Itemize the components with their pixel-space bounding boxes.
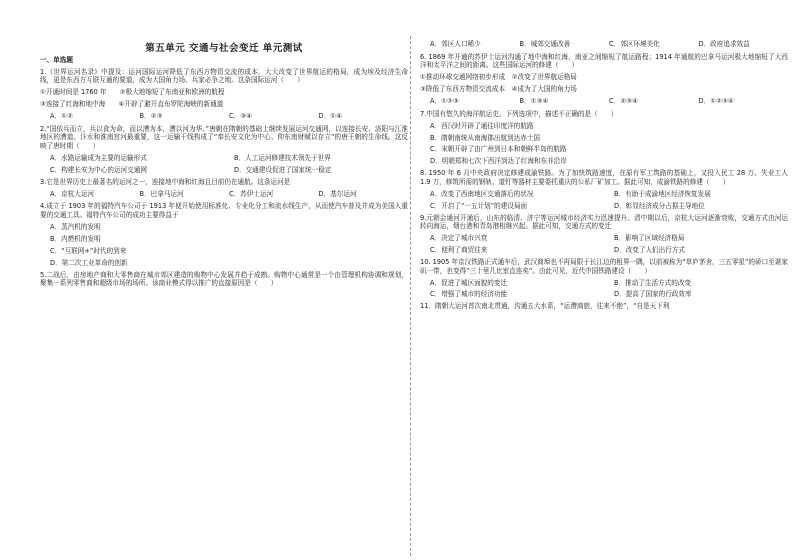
question-8-options [420,190,788,199]
option-a[interactable]: A．①②③ [430,97,459,106]
question-6-statement: ①推动环球交通网络初步形成 ②改变了世界航运格局 [420,73,577,82]
option-d[interactable]: D．彰显经济成分占据主导地位 [614,201,705,210]
option-b[interactable]: B．推动了生活方式的改变 [614,278,692,287]
option-b[interactable]: B．有助于成渝地区经济恢复发展 [614,189,711,198]
option-b[interactable]: B．影响了区域经济格局 [614,234,685,243]
column-divider [410,36,411,556]
question-2-options [40,154,408,163]
option-d[interactable]: D．第二次工业革命的创新 [50,258,128,267]
question-10-options [420,279,788,288]
question-10: 10. 1905 年京汉铁路正式通车后，武汉商埠也不再局限于长江边的租界一隅，以前被称为“草庐茅舍，三五零星”的硚口至谌家矶一带，也变得“三十里几比室直连矣”。由此可见，近代中国铁路建设（ ） [420,257,788,275]
question-2-options [40,166,408,175]
option-b[interactable]: B．①③④ [519,97,549,106]
option-a[interactable]: A．①② [50,112,73,121]
option-d[interactable]: D．基尔运河 [318,189,357,198]
question-1-options [40,112,408,121]
question-6-statement: ③降低了东西方物资交流成本 ④成为了大国的角力场 [420,85,577,94]
option-d[interactable]: D．①②③④ [698,97,734,106]
question-6: 6. 1869 年开通的苏伊士运河沟通了地中海和红海，南亚之间缩短了航运路程；1914 年通航的巴拿马运河极大地缩短了大西洋和太平洋之间的距离。这些国际运河的修建（ ） [420,52,788,70]
page-title: 第五单元 交通与社会变迁 单元测试 [145,43,303,54]
option-a[interactable]: A．蒸汽机的发明 [50,223,101,232]
question-3: 3.它是世界历史上最著名的运河之一，连接地中海和红海且目前仍在通航。这条运河是 [40,177,291,186]
question-8-options [420,202,788,211]
question-10-options [420,290,788,299]
question-9-options [420,234,788,243]
left-column [40,46,408,291]
option-a[interactable]: A．促进了城区面貌的变迁 [430,278,508,287]
option-d[interactable]: D．改变了人们出行方式 [614,246,686,255]
option-c[interactable]: C．增强了城市的经济功能 [430,290,508,299]
option-a[interactable]: A．水路运输成为主要的运输形式 [50,154,147,163]
question-7: 7.中国有悠久的海洋航运史。下列选项中，描述不正确的是（ ） [420,109,618,118]
option-b[interactable]: B．隋朝南统从南海郡出航到达赤土国 [430,133,541,142]
option-b[interactable]: B．城郊交通改善 [519,40,571,48]
option-a[interactable]: A．改变了西南地区交通落后的状况 [430,189,534,198]
option-c[interactable]: C．便利了商贸往来 [430,246,488,255]
option-d[interactable]: D．明朝郑和七次下西洋到达了红海和东非沿岸 [430,157,567,166]
question-5-options [420,40,788,49]
option-b[interactable]: B．②③ [139,112,163,121]
right-column [420,40,788,314]
question-8: 8. 1950 年 6 月中央政府决定修建成渝铁路。为了加快筑路速度，在原有军工筑路的基础上，又投入民工 28 万、失业工人 1.9 万，修筑所需的钢轨、道钉等器材主要委托重庆的公私厂矿加工。据此可知，成渝铁路的修建（ ） [420,169,788,186]
question-11: 11．隋朝大运河首次南北贯通，沟通五大水系，“运漕商旅，往来不绝”，“自是天下利 [420,302,670,311]
option-d[interactable]: D．政府追求效益 [698,40,750,48]
option-a[interactable]: A．西汉时开辟了通往印度洋的航路 [430,121,534,130]
question-4: 4.成立于 1903 年的福特汽车公司于 1913 年便开始使用标准化、专业化分工和流水线生产，从而使汽车普及并成为美国人重要的交通工具。福特汽车公司的成功主要得益于 [40,202,408,220]
question-5: 5.二战后，由房地产商和大零售商在城市郊区建造的购物中心发展并趋于成熟。购物中心通常是一个由管理机构协调和规划，聚集一系列零售商和超级市场的场所。该商业模式得以推广的直接原因是（ ） [40,270,408,288]
option-c[interactable]: C．宋朝开辟了由广州到日本和朝鲜半岛的航路 [430,145,567,154]
option-c[interactable]: C．苏伊士运河 [229,189,274,198]
question-9-options [420,246,788,255]
option-c[interactable]: C．郊区环境美化 [609,40,660,48]
question-1: 1.《世界运河名录》中提及：运河国际运河降低了东西方物资交流的成本，大大改变了世界航运的格局，成为埃及经济生命线，更是东西方互联互通的要道，成为大国角力场、兵家必争之地。这条国际运河（ ） [40,67,408,85]
section-heading: 一、单选题 [40,56,73,64]
option-c[interactable]: C．构建长安为中心的运河交通网 [50,165,147,174]
option-c[interactable]: C．开启了“一五计划”的建设局面 [430,201,528,210]
option-c[interactable]: C．③④ [229,112,253,121]
option-b[interactable]: B．内燃机的发明 [50,234,101,243]
option-a[interactable]: A．京杭大运河 [50,189,95,198]
option-c[interactable]: C．“互联网+”时代的到来 [50,246,127,255]
option-b[interactable]: B．人工运河修建技术领先于世界 [234,154,331,163]
question-1-statement: ③连接了红海和地中海 ④开辟了避开直布罗陀海峡的新通道 [40,100,224,109]
option-c[interactable]: C．②③④ [609,97,638,106]
option-a[interactable]: A．决定了城市兴衰 [430,234,488,243]
question-1-statement: ①开通时间是 1760 年 ②极大地缩短了东南亚和欧洲的航程 [40,88,225,97]
option-d[interactable]: D．提高了国家的行政效率 [614,290,692,299]
option-a[interactable]: A．郊区人口稀少 [430,40,481,48]
question-3-options [40,190,408,199]
question-6-options [420,97,788,106]
question-2: 2.“国依兵而立，兵以食为命，而以漕为本，漕以河为华。”唐朝在隋朝的基础上继续发展运河交通网，以连接长安、洛阳与江淮地区的漕道、汴水和淮南宫河最重要，这一运输干线构成了“奉长安文化为中心、仰东南财赋以存立”的唐王朝的生命线。这反映了唐时期（ ） [40,124,408,151]
option-d[interactable]: D．①④ [318,112,342,121]
option-b[interactable]: B．巴拿马运河 [139,189,184,198]
question-9: 9.元朝会通河开通后，山东的临清、济宁等运河城市经济实力迅速提升。清中期以后，京杭大运河逐渐衰败，交通方式由河运转向海运，烟台港和青岛港相继兴起。据此可知，交通方式的变迁 [420,213,788,231]
option-d[interactable]: D．交通建设促进了国家统一稳定 [234,165,332,174]
